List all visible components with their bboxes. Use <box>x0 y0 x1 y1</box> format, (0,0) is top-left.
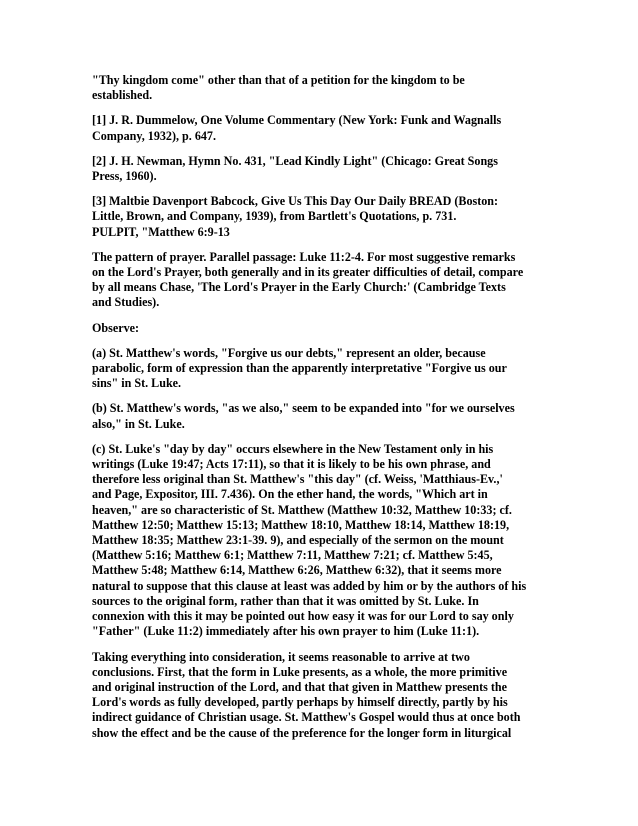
paragraph-point-a: (a) St. Matthew's words, "Forgive us our debts," represent an older, because parabolic, form of expression than the apparently interpretative "Forgive us our sins" in St. Luke. <box>92 345 507 391</box>
footnote-1: [1] J. R. Dummelow, One Volume Commentary (New York: Funk and Wagnalls Company, 1932), p. 647. <box>92 113 502 143</box>
footnote-2: [2] J. H. Newman, Hymn No. 431, "Lead Kindly Light" (Chicago: Great Songs Press, 1960). <box>92 153 498 184</box>
paragraph-point-b: (b) St. Matthew's words, "as we also," seem to be expanded into "for we ourselves also," in St. Luke. <box>92 401 515 431</box>
paragraph-continuation: "Thy kingdom come" other than that of a petition for the kingdom to be established. <box>92 73 465 103</box>
paragraph-point-c: (c) St. Luke's "day by day" occurs elsewhere in the New Testament only in his writings (Luke 19:47; Acts 17:11), so that it is likely to be his own phrase, and therefore less original than St. Matthew's "this day" (cf. Weiss, 'Matthiaus-Ev.,' and Page, Expositor, III. 7.436). On the ether hand, the words, "Which art in heaven," are so characteristic of St. Matthew (Matthew 10:32, Matthew 10:33; cf. Matthew 12:50; Matthew 15:13; Matthew 18:10, Matthew 18:14, Matthew 18:19, Matthew 18:35; Matthew 23:1-39. 9), and especially of the sermon on the mount (Matthew 5:16; Matthew 6:1; Matthew 7:11, Matthew 7:21; cf. Matthew 5:45, Matthew 5:48; Matthew 6:14, Matthew 6:26, Matthew 6:32), that it seems more natural to suppose that this clause at least was added by him or by the authors of his sources to the original form, rather than that it was omitted by St. Luke. In connexion with this it may be pointed out how easy it was for our Lord to say only "Father" (Luke 11:2) immediately after his own prayer to him (Luke 11:1). <box>92 441 527 639</box>
document-body <box>92 73 550 751</box>
paragraph-pattern-of-prayer: The pattern of prayer. Parallel passage: Luke 11:2-4. For most suggestive remarks on the Lord's Prayer, both generally and in its greater difficulties of detail, compare by all means Chase, 'The Lord's Prayer in the Early Church:' (Cambridge Texts and Studies). <box>92 249 524 310</box>
footnote-3: [3] Maltbie Davenport Babcock, Give Us This Day Our Daily BREAD (Boston: Little, Brown, and Company, 1939), from Bartlett's Quotations, p. 731. PULPIT, "Matthew 6:9-13 <box>92 194 499 239</box>
paragraph-observe: Observe: <box>92 320 140 335</box>
paragraph-conclusions: Taking everything into consideration, it seems reasonable to arrive at two conclusions. First, that the form in Luke presents, as a whole, the more primitive and original instruction of the Lord, and that that given in Matthew presents the Lord's words as fully developed, partly perhaps by himself directly, partly by his indirect guidance of Christian usage. St. Matthew's Gospel would thus at once both show the effect and be the cause of the preference for the longer form in liturgical <box>92 649 521 740</box>
